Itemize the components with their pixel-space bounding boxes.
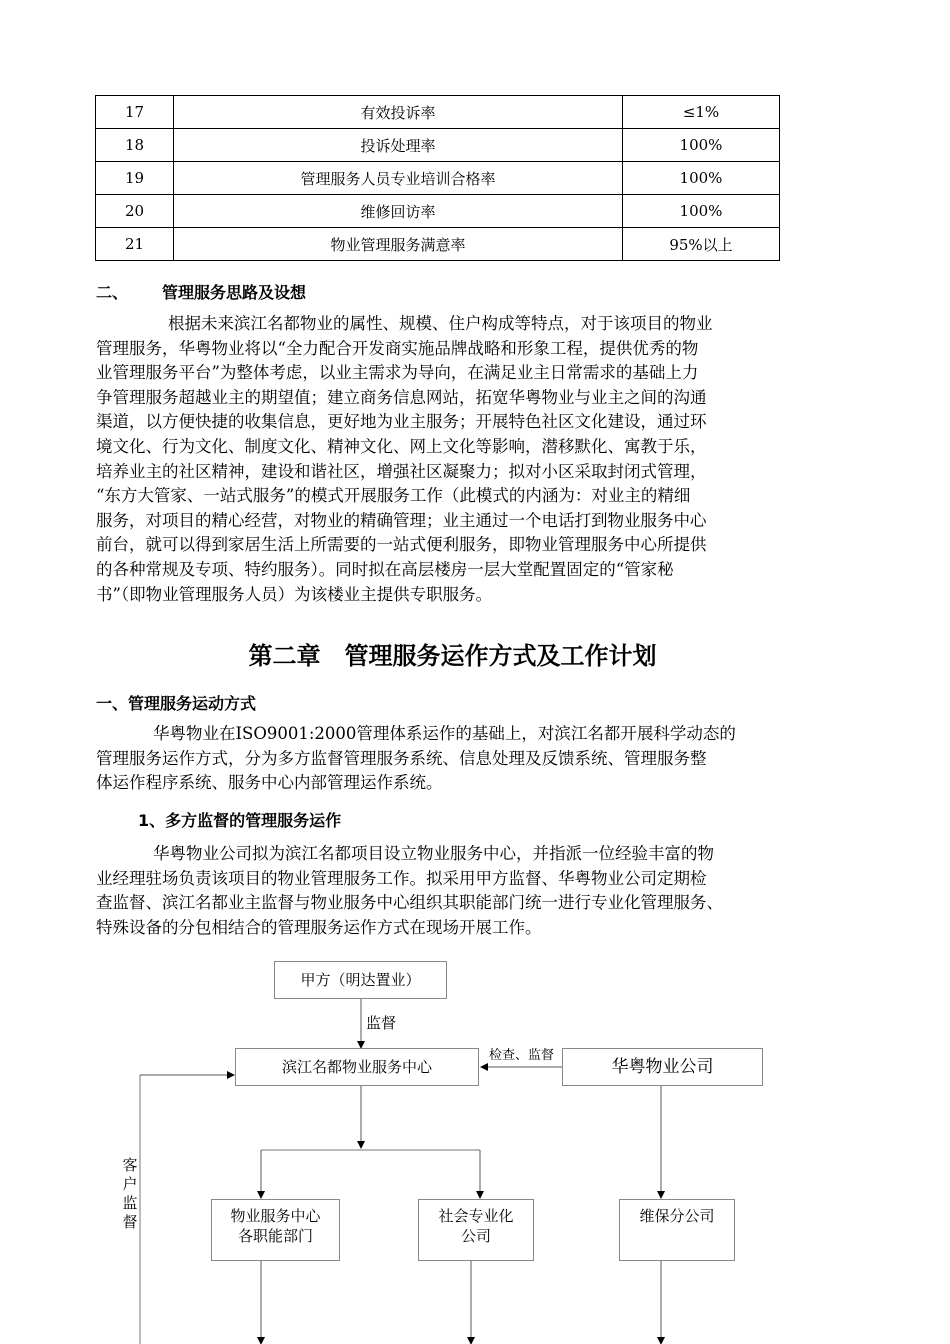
table-row bbox=[96, 96, 780, 129]
table-row bbox=[96, 228, 780, 261]
table-cell-target: 100% bbox=[623, 162, 780, 195]
paragraph-line: 的各种常规及专项、特约服务）。同时拟在高层楼房一层大堂配置固定的“管家秘 bbox=[96, 559, 674, 579]
table-cell-no: 20 bbox=[96, 195, 174, 228]
paragraph-line: 服务，对项目的精心经营，对物业的精确管理；业主通过一个电话打到物业服务中心 bbox=[96, 510, 707, 530]
paragraph-line: 华粤物业公司拟为滨江名都项目设立物业服务中心，并指派一位经验丰富的物 bbox=[153, 844, 714, 863]
social-line-1: 社会专业化 bbox=[438, 1207, 514, 1225]
party-a-box: 甲方（明达置业） bbox=[274, 961, 447, 999]
paragraph-line: 根据未来滨江名都物业的属性、规模、住户构成等特点，对于该项目的物业 bbox=[168, 314, 713, 333]
table-cell-no: 18 bbox=[96, 129, 174, 162]
section-title: 管理服务思路及设想 bbox=[162, 283, 307, 302]
table-row bbox=[96, 129, 780, 162]
dept-line-2: 各职能部门 bbox=[237, 1227, 313, 1245]
table-cell-no: 21 bbox=[96, 228, 174, 261]
table-cell-target: 100% bbox=[623, 129, 780, 162]
table-cell-item: 有效投诉率 bbox=[174, 96, 623, 129]
dept-box bbox=[211, 1199, 340, 1261]
subsection1-title: 1、多方监督的管理服务运作 bbox=[138, 811, 342, 830]
table-cell-target: 95%以上 bbox=[623, 228, 780, 261]
paragraph-line: 查监督、滨江名都业主监督与物业服务中心组织其职能部门统一进行专业化管理服务、 bbox=[96, 893, 723, 913]
table-cell-no: 19 bbox=[96, 162, 174, 195]
section-number: 二、 bbox=[96, 283, 129, 302]
paragraph-line: 体运作程序系统、服务中心内部管理运作系统。 bbox=[96, 773, 443, 793]
dept-line-1: 物业服务中心 bbox=[230, 1207, 321, 1225]
supervise-label: 监督 bbox=[366, 1014, 397, 1032]
paragraph-line: 管理服务，华粤物业将以“全力配合开发商实施品牌战略和形象工程，提供优秀的物 bbox=[96, 338, 699, 358]
paragraph-line: 培养业主的社区精神，建设和谐社区，增强社区凝聚力；拟对小区采取封闭式管理， bbox=[96, 461, 707, 481]
table-cell-target: ≤1% bbox=[623, 96, 780, 129]
chapter-title: 第二章 管理服务运作方式及工作计划 bbox=[248, 642, 657, 670]
supervision-diagram bbox=[0, 950, 950, 1344]
kpi-table bbox=[95, 95, 780, 261]
inspect-label: 检查、监督 bbox=[489, 1048, 555, 1063]
table-cell-item: 维修回访率 bbox=[174, 195, 623, 228]
table-row bbox=[96, 195, 780, 228]
maint-box: 维保分公司 bbox=[619, 1199, 735, 1261]
paragraph-line: 境文化、行为文化、制度文化、精神文化、网上文化等影响，潜移默化、寓教于乐， bbox=[96, 436, 707, 456]
paragraph-line: 渠道，以方便快捷的收集信息，更好地为业主服务；开展特色社区文化建设，通过环 bbox=[96, 412, 707, 432]
paragraph-line: 业经理驻场负责该项目的物业管理服务工作。拟采用甲方监督、华粤物业公司定期检 bbox=[96, 868, 707, 888]
social-line-2: 公司 bbox=[460, 1227, 491, 1245]
paragraph-line: 争管理服务超越业主的期望值；建立商务信息网站，拓宽华粤物业与业主之间的沟通 bbox=[96, 387, 707, 407]
paragraph-line: 管理服务运作方式，分为多方监督管理服务系统、信息处理及反馈系统、管理服务整 bbox=[96, 748, 707, 768]
table-row bbox=[96, 162, 780, 195]
table-cell-item: 投诉处理率 bbox=[174, 129, 623, 162]
section1-title: 一、管理服务运动方式 bbox=[96, 694, 257, 713]
center-box: 滨江名都物业服务中心 bbox=[235, 1048, 479, 1086]
section2-paragraph bbox=[96, 312, 816, 607]
section1-paragraph bbox=[96, 722, 816, 796]
table-cell-item: 物业管理服务满意率 bbox=[174, 228, 623, 261]
subsection1-paragraph bbox=[96, 842, 816, 940]
social-box bbox=[418, 1199, 534, 1261]
paragraph-line: 华粤物业在ISO9001:2000管理体系运作的基础上，对滨江名都开展科学动态的 bbox=[153, 724, 736, 743]
table-cell-no: 17 bbox=[96, 96, 174, 129]
company-box: 华粤物业公司 bbox=[562, 1048, 763, 1086]
paragraph-line: “东方大管家、一站式服务”的模式开展服务工作（此模式的内涵为：对业主的精细 bbox=[96, 486, 691, 506]
client-supervise-label: 客户监督 bbox=[122, 1156, 138, 1231]
paragraph-line: 特殊设备的分包相结合的管理服务运作方式在现场开展工作。 bbox=[96, 917, 542, 937]
paragraph-line: 书”（即物业管理服务人员）为该楼业主提供专职服务。 bbox=[96, 584, 493, 604]
table-cell-item: 管理服务人员专业培训合格率 bbox=[174, 162, 623, 195]
paragraph-line: 业管理服务平台”为整体考虑，以业主需求为导向，在满足业主日常需求的基础上力 bbox=[96, 363, 699, 383]
table-cell-target: 100% bbox=[623, 195, 780, 228]
paragraph-line: 前台，就可以得到家居生活上所需要的一站式便利服务，即物业管理服务中心所提供 bbox=[96, 535, 707, 555]
